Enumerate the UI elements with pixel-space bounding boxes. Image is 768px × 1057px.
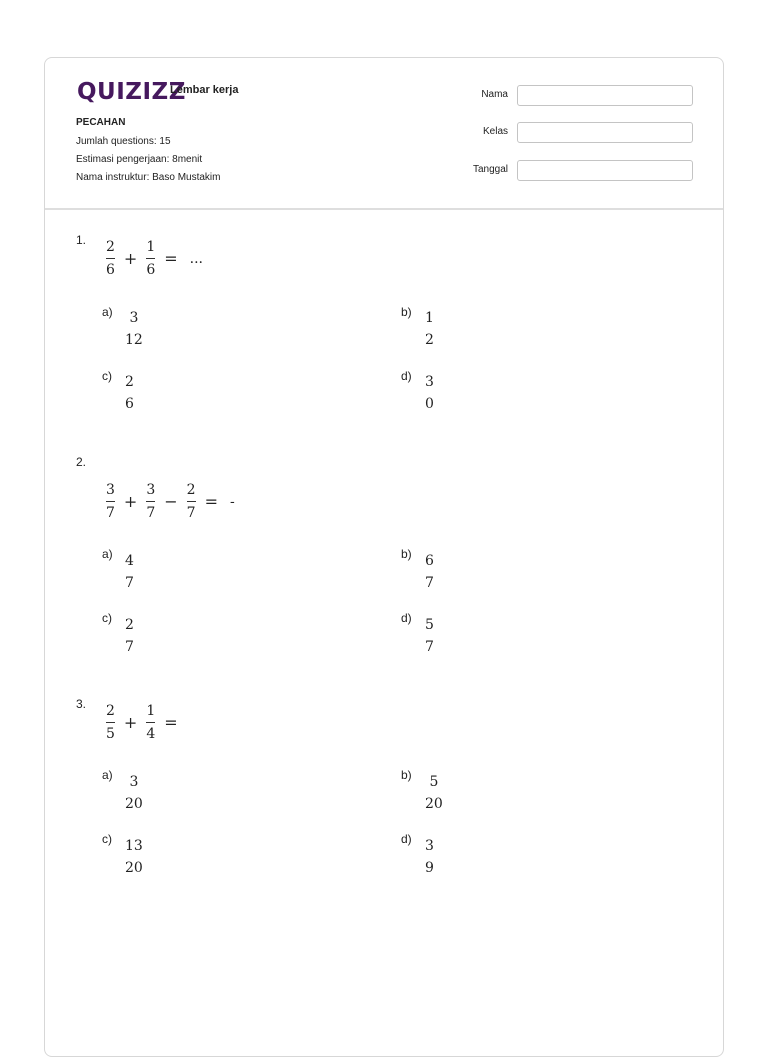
fraction: $\frac{1}{4}$: [146, 703, 156, 742]
option-c-label: c): [102, 611, 112, 625]
fraction: $\frac{2}{6}$: [106, 239, 115, 278]
question-2-number: 2.: [76, 455, 87, 469]
plus-operator: +: [123, 249, 138, 268]
class-field[interactable]: [517, 122, 693, 143]
date-field[interactable]: [517, 160, 693, 181]
date-label: Tanggal: [472, 164, 508, 175]
option-d-label: d): [401, 832, 412, 846]
estimated-time: Estimasi pengerjaan: 8menit: [76, 154, 203, 165]
option-a-fraction[interactable]: 3 20: [125, 774, 143, 812]
fraction: $\frac{2}{7}$: [186, 482, 196, 521]
question-1-number: 1.: [76, 233, 87, 247]
worksheet-title: PECAHAN: [76, 117, 126, 128]
fraction: $\frac{3}{7}$: [106, 482, 115, 521]
fraction: $\frac{2}{5}$: [106, 703, 115, 742]
option-c-label: c): [102, 369, 112, 383]
option-b-label: b): [401, 305, 412, 319]
question-3-expression: [103, 701, 184, 744]
option-d-fraction[interactable]: 5 7: [425, 617, 434, 655]
question-2-expression: [103, 480, 235, 523]
option-c-fraction[interactable]: 2 6: [125, 374, 134, 412]
class-label: Kelas: [482, 126, 508, 137]
fraction: $\frac{3}{7}$: [146, 482, 156, 521]
name-label: Nama: [481, 89, 508, 100]
fraction: $\frac{1}{6}$: [146, 239, 156, 278]
option-d-fraction[interactable]: 3 0: [425, 374, 434, 412]
option-b-label: b): [401, 547, 412, 561]
option-a-label: a): [102, 547, 113, 561]
option-b-fraction[interactable]: 1 2: [425, 310, 434, 348]
question-count: Jumlah questions: 15: [76, 136, 171, 147]
ellipsis: ...: [189, 250, 204, 267]
worksheet-header: [45, 58, 723, 210]
equals-operator: =: [164, 713, 178, 732]
plus-operator: +: [123, 492, 138, 511]
option-c-fraction[interactable]: 13 20: [125, 838, 143, 876]
option-c-label: c): [102, 832, 112, 846]
question-3-number: 3.: [76, 697, 87, 711]
quizizz-logo: QUIZIZZ: [77, 79, 186, 105]
equals-operator: =: [204, 492, 218, 511]
dash: -: [229, 493, 235, 510]
option-b-fraction[interactable]: 5 20: [425, 774, 443, 812]
option-d-fraction[interactable]: 3 9: [425, 838, 434, 876]
document-type: Lembar kerja: [170, 84, 239, 96]
option-a-fraction[interactable]: 3 12: [125, 310, 143, 348]
option-a-fraction[interactable]: 4 7: [125, 553, 134, 591]
name-field[interactable]: [517, 85, 693, 106]
option-a-label: a): [102, 768, 113, 782]
worksheet-page: [44, 57, 724, 1057]
option-d-label: d): [401, 369, 412, 383]
option-a-label: a): [102, 305, 113, 319]
question-1-expression: [103, 237, 203, 280]
plus-operator: +: [123, 713, 138, 732]
option-d-label: d): [401, 611, 412, 625]
option-b-fraction[interactable]: 6 7: [425, 553, 434, 591]
minus-operator: −: [164, 492, 178, 511]
option-c-fraction[interactable]: 2 7: [125, 617, 134, 655]
instructor-name: Nama instruktur: Baso Mustakim: [76, 172, 221, 183]
equals-operator: =: [164, 249, 178, 268]
option-b-label: b): [401, 768, 412, 782]
